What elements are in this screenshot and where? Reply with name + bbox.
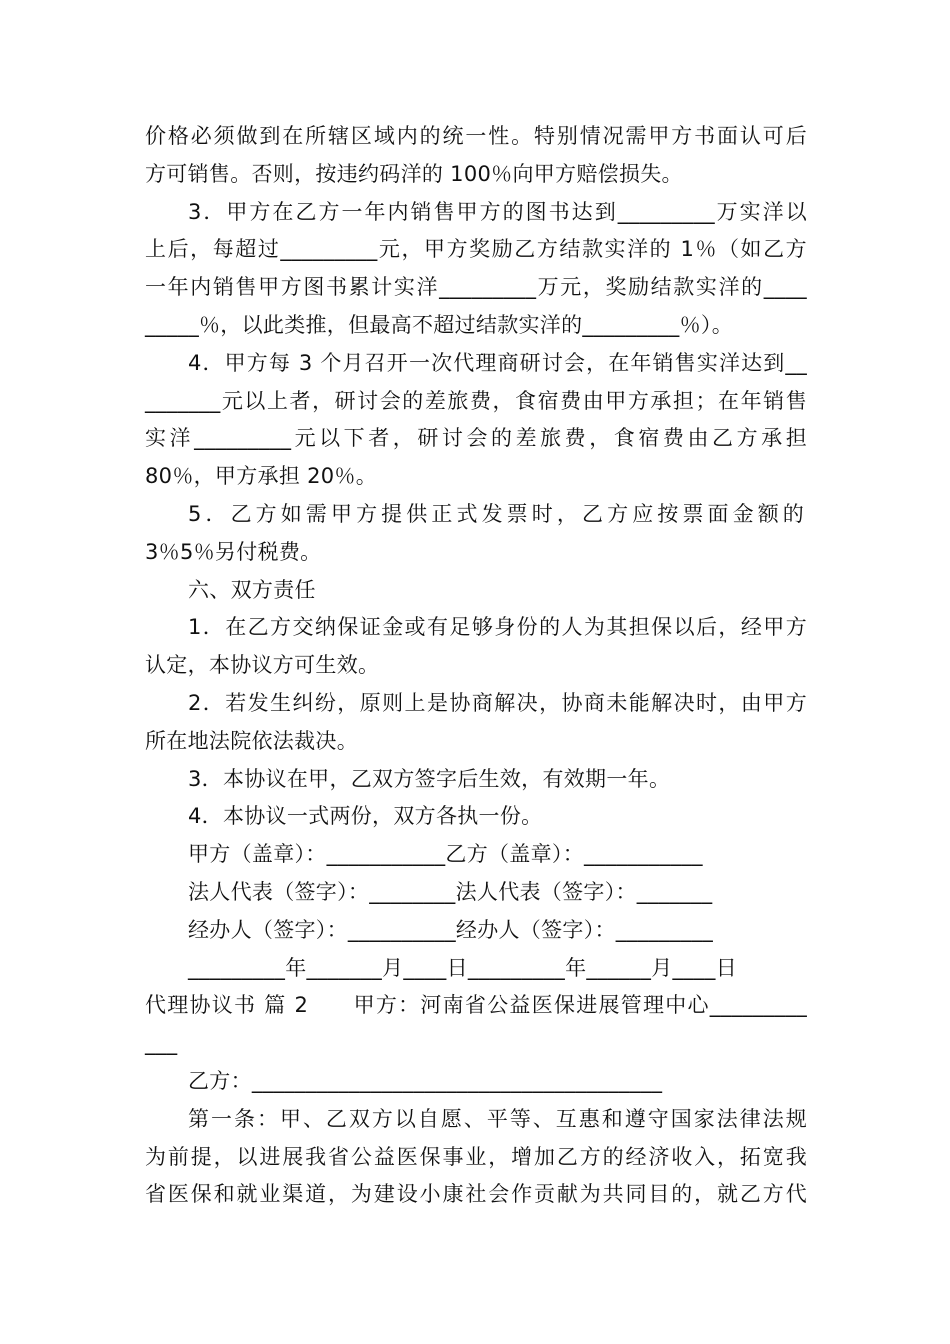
party-b-line: 乙方：______________________________________	[188, 1068, 663, 1093]
section-heading-6: 六、双方责任	[188, 577, 316, 602]
signature-line-date: _________年_______月____日_________年______月____日	[188, 955, 737, 980]
text-line: _____％，以此类推，但最高不超过结款实洋的_________％）。	[145, 312, 733, 337]
text-line: 方可销售。否则，按违约码洋的 100％向甲方赔偿损失。	[145, 161, 683, 186]
signature-line-seal: 甲方（盖章）：___________乙方（盖章）：___________	[188, 842, 703, 867]
signature-line-legal-rep: 法人代表（签字）：________法人代表（签字）：_______	[188, 879, 713, 904]
text-line: 3％5％另付税费。	[145, 539, 322, 564]
agreement-2-title: 代理协议书 篇 2 甲方：河南省公益医保进展管理中心_________	[145, 993, 807, 1018]
clause-6-1: 1．在乙方交纳保证金或有足够身份的人为其担保以后，经甲方	[188, 615, 807, 640]
text-line: ___	[145, 1031, 178, 1056]
text-line: 上后，每超过_________元，甲方奖励乙方结款实洋的 1％（如乙方	[145, 237, 807, 262]
clause-5-4: 4．甲方每 3 个月召开一次代理商研讨会，在年销售实洋达到__	[188, 350, 807, 375]
text-line: 实洋_________元以下者，研讨会的差旅费，食宿费由乙方承担	[145, 426, 807, 451]
text-line: _______元以上者，研讨会的差旅费，食宿费由甲方承担；在年销售	[145, 388, 807, 413]
clause-5-5: 5．乙方如需甲方提供正式发票时，乙方应按票面金额的	[188, 501, 807, 526]
clause-6-4: 4．本协议一式两份，双方各执一份。	[188, 804, 543, 829]
document-body	[145, 118, 807, 1214]
signature-line-handler: 经办人（签字）：__________经办人（签字）：_________	[188, 917, 713, 942]
text-line: 80％，甲方承担 20％。	[145, 464, 378, 489]
clause-5-3: 3．甲方在乙方一年内销售甲方的图书达到_________万实洋以	[188, 199, 807, 224]
text-line: 价格必须做到在所辖区域内的统一性。特别情况需甲方书面认可后	[145, 124, 807, 148]
text-line: 省医保和就业渠道，为建设小康社会作贡献为共同目的，就乙方代	[145, 1182, 807, 1207]
text-line: 所在地法院依法裁决。	[145, 728, 358, 753]
text-line: 一年内销售甲方图书累计实洋_________万元，奖励结款实洋的____	[145, 275, 807, 300]
clause-6-2: 2．若发生纠纷，原则上是协商解决，协商未能解决时，由甲方	[188, 690, 807, 715]
clause-6-3: 3．本协议在甲，乙双方签字后生效，有效期一年。	[188, 766, 671, 791]
article-1: 第一条：甲、乙双方以自愿、平等、互惠和遵守国家法律法规	[188, 1106, 807, 1131]
text-line: 为前提，以进展我省公益医保事业，增加乙方的经济收入，拓宽我	[145, 1144, 807, 1169]
text-line: 认定，本协议方可生效。	[145, 653, 380, 678]
